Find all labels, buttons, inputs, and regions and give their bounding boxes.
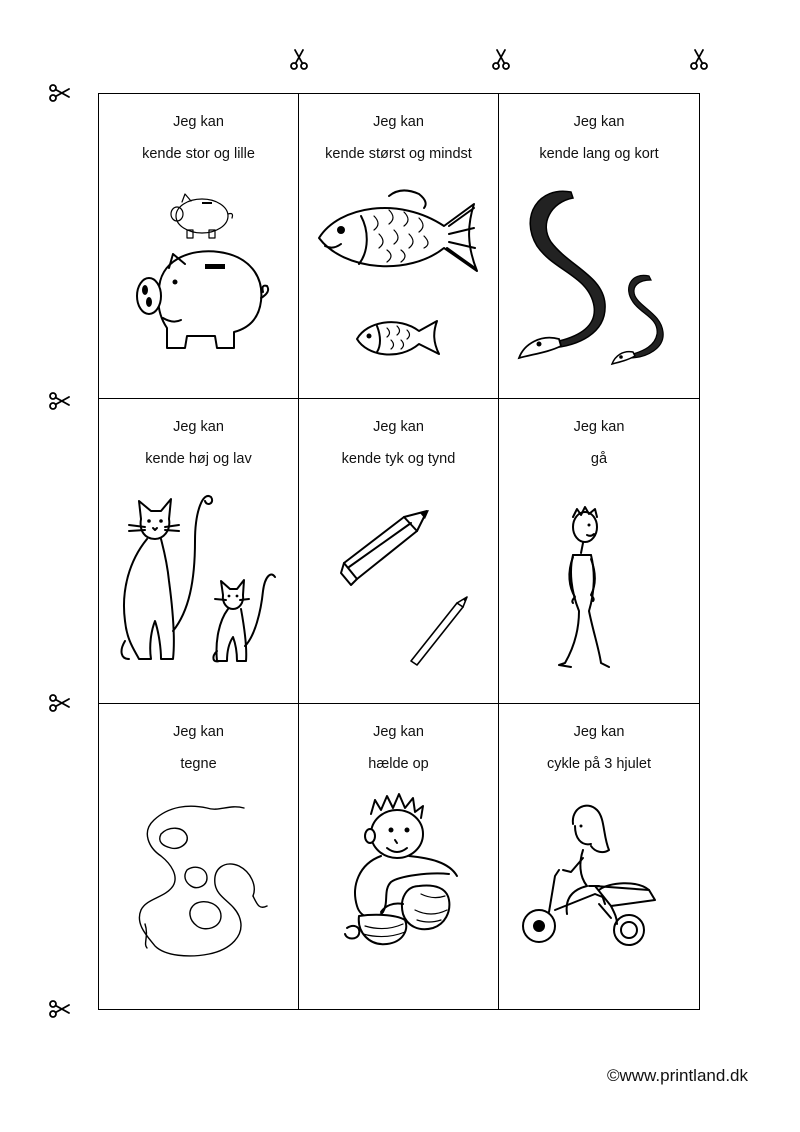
card-title: Jeg kan [173, 114, 224, 130]
tricycle-rider-icon [499, 786, 699, 1006]
card-skill: kende lang og kort [539, 146, 659, 162]
card-title: Jeg kan [373, 419, 424, 435]
card-skill: kende stor og lille [142, 146, 255, 162]
skill-card [299, 94, 499, 399]
skill-card [499, 399, 699, 704]
skill-card [99, 399, 299, 704]
scissors-icon [488, 46, 514, 72]
card-skill: kende tyk og tynd [341, 451, 456, 467]
skill-card [499, 704, 699, 1009]
fish-icon [299, 176, 499, 396]
skill-card [299, 399, 499, 704]
card-title: Jeg kan [573, 724, 625, 740]
walking-person-icon [499, 481, 699, 701]
card-skill: gå [590, 451, 608, 467]
card-title: Jeg kan [173, 724, 224, 740]
pencil-icon [299, 481, 499, 701]
card-skill: cykle på 3 hjulet [547, 756, 651, 772]
cat-icon [99, 481, 299, 701]
scribble-drawing-icon [99, 786, 299, 1006]
card-title: Jeg kan [573, 419, 625, 435]
skill-card [499, 94, 699, 399]
copyright-footer: ©www.printland.dk [606, 1066, 748, 1085]
card-skill: kende størst og mindst [325, 146, 472, 162]
scissors-icon [47, 388, 73, 414]
skill-card [99, 94, 299, 399]
scissors-icon [47, 690, 73, 716]
boy-pouring-icon [299, 786, 499, 1006]
skill-card [99, 704, 299, 1009]
card-title: Jeg kan [573, 114, 625, 130]
card-skill: tegne [180, 756, 217, 772]
card-title: Jeg kan [173, 419, 224, 435]
card-skill: hælde op [368, 756, 429, 772]
piggy-bank-icon [99, 176, 299, 396]
scissors-icon [47, 996, 73, 1022]
card-title: Jeg kan [373, 114, 424, 130]
card-skill: kende høj og lav [145, 451, 252, 467]
skill-card [299, 704, 499, 1009]
scissors-icon [286, 46, 312, 72]
card-grid [98, 93, 700, 1010]
scissors-icon [47, 80, 73, 106]
eel-icon [499, 176, 699, 396]
card-title: Jeg kan [373, 724, 424, 740]
scissors-icon [686, 46, 712, 72]
